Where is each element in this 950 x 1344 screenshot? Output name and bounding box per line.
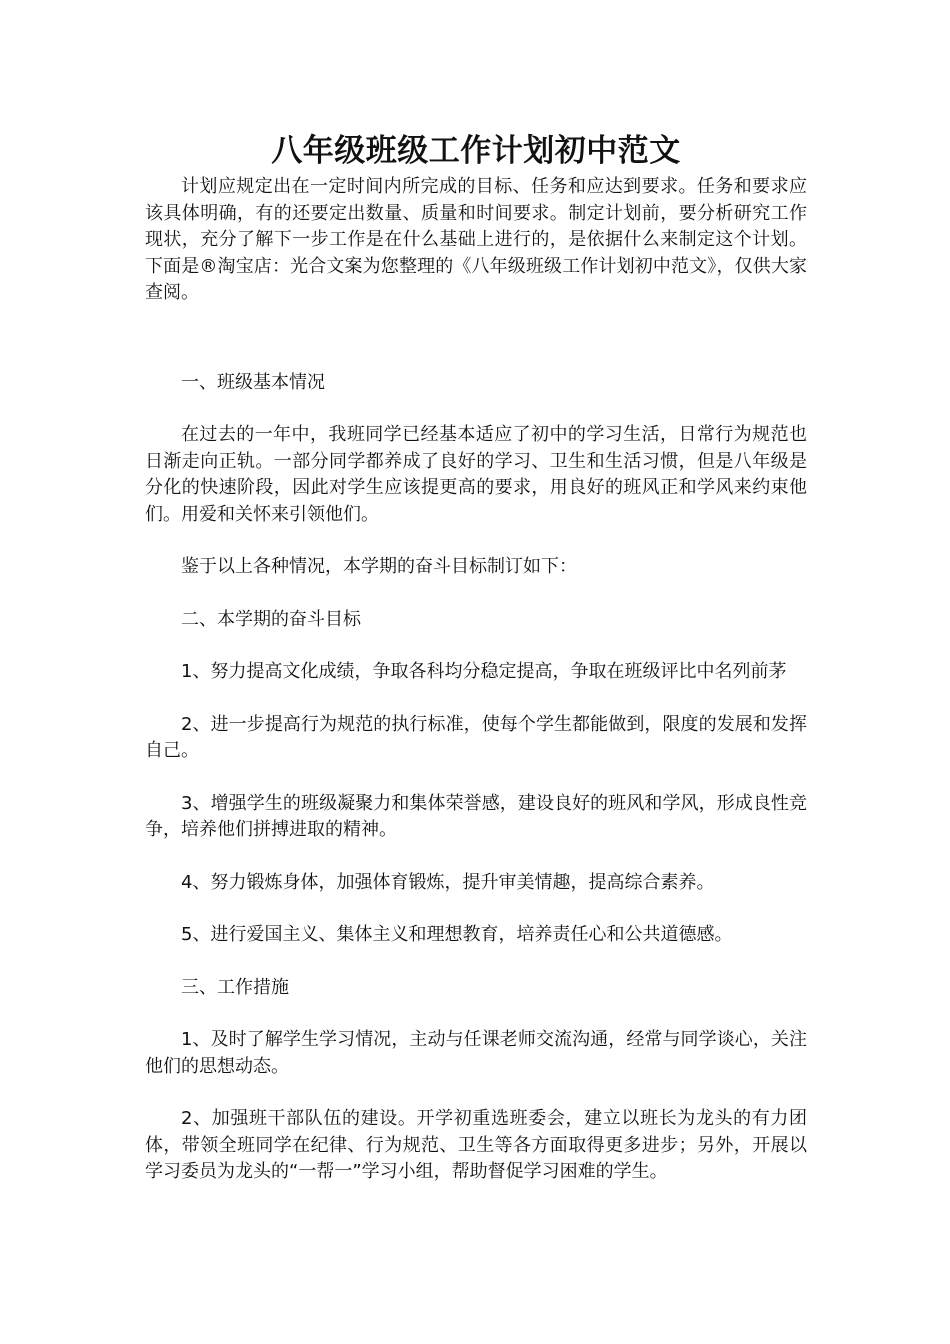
measure-item-2: 2、加强班干部队伍的建设。开学初重选班委会，建立以班长为龙头的有力团体，带领全班同学在纪律、行为规范、卫生等各方面取得更多进步；另外，开展以学习委员为龙头的“一帮一”学习小组，帮助督促学习困难的学生。 [145,1108,807,1182]
goal-item-2: 2、进一步提高行为规范的执行标准，使每个学生都能做到，限度的发展和发挥自己。 [145,713,807,761]
goal-item-1: 1、努力提高文化成绩，争取各科均分稳定提高，争取在班级评比中名列前茅 [181,661,787,682]
measure-item-1: 1、及时了解学生学习情况，主动与任课老师交流沟通，经常与同学谈心，关注他们的思想动态。 [145,1029,807,1077]
section-heading-3: 三、工作措施 [181,976,289,998]
goal-item-4: 4、努力锻炼身体，加强体育锻炼，提升审美情趣，提高综合素养。 [181,871,715,893]
goal-item-5: 5、进行爱国主义、集体主义和理想教育，培养责任心和公共道德感。 [181,924,733,945]
body-paragraph: 鉴于以上各种情况，本学期的奋斗目标制订如下： [181,556,577,577]
section-heading-2: 二、本学期的奋斗目标 [181,608,361,630]
document-title: 八年级班级工作计划初中范文 [271,133,681,169]
document-page [145,128,807,1212]
intro-paragraph: 计划应规定出在一定时间内所完成的目标、任务和应达到要求。任务和要求应该具体明确，有的还要定出数量、质量和时间要求。制定计划前，要分析研究工作现状，充分了解下一步工作是在什么基础上进行的，是依据什么来制定这个计划。下面是®淘宝店：光合文案为您整理的《八年级班级工作计划初中范文》，仅供大家查阅。 [145,176,807,303]
body-paragraph: 在过去的一年中，我班同学已经基本适应了初中的学习生活，日常行为规范也日渐走向正轨。一部分同学都养成了良好的学习、卫生和生活习惯，但是八年级是分化的快速阶段，因此对学生应该提更高的要求，用良好的班风正和学风来约束他们。用爱和关怀来引领他们。 [145,424,807,525]
goal-item-3: 3、增强学生的班级凝聚力和集体荣誉感，建设良好的班风和学风，形成良性竞争，培养他们拼搏进取的精神。 [145,792,807,840]
section-heading-1: 一、班级基本情况 [181,371,325,393]
section-spacer [145,307,807,370]
